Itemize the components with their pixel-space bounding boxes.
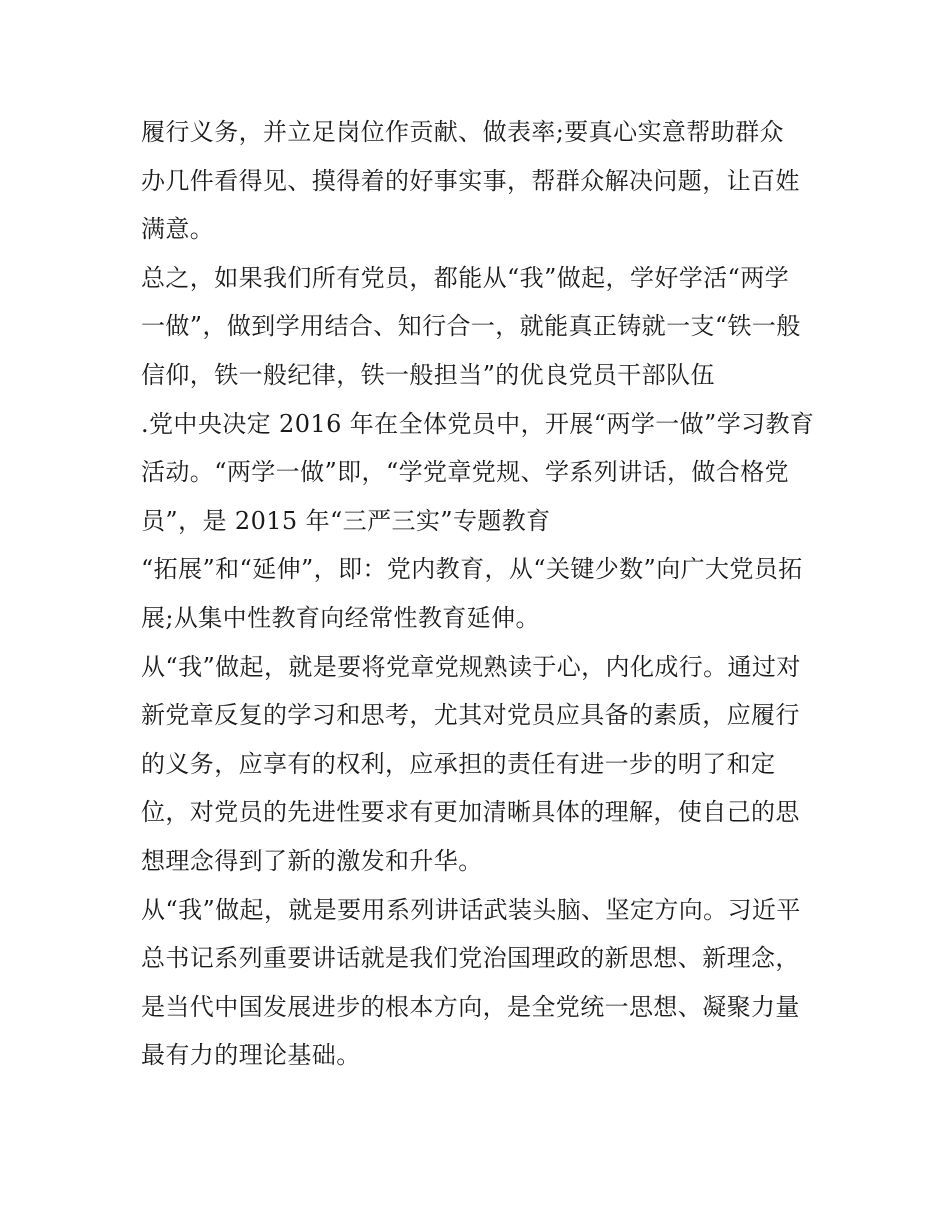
text-line: “拓展”和“延伸”，即：党内教育，从“关键少数”向广大党员拓 — [141, 555, 803, 584]
text-line: 是当代中国发展进步的根本方向，是全党统一思想、凝聚力量 — [141, 992, 800, 1021]
text-line: 信仰，铁一般纪律，铁一般担当”的优良党员干部队伍 — [141, 360, 715, 389]
text-line: 最有力的理论基础。 — [141, 1041, 361, 1070]
body-text — [141, 108, 821, 1080]
text-line: 总书记系列重要讲话就是我们党治国理政的新思想、新理念， — [141, 944, 800, 973]
text-line: 新党章反复的学习和思考，尤其对党员应具备的素质，应履行 — [141, 701, 800, 730]
text-line: .党中央决定 2016 年在全体党员中，开展“两学一做”学习教育 — [141, 409, 815, 438]
text-line: 展;从集中性教育向经常性教育延伸。 — [141, 603, 540, 632]
text-line: 办几件看得见、摸得着的好事实事，帮群众解决问题，让百姓 — [141, 166, 800, 195]
text-line: 从“我”做起，就是要将党章党规熟读于心，内化成行。通过对 — [141, 652, 801, 681]
text-line: 一做”，做到学用结合、知行合一，就能真正铸就一支“铁一般 — [141, 312, 801, 341]
text-line: 位，对党员的先进性要求有更加清晰具体的理解，使自己的思 — [141, 798, 800, 827]
text-line: 履行义务，并立足岗位作贡献、做表率;要真心实意帮助群众 — [141, 118, 784, 146]
text-line: 满意。 — [141, 215, 215, 244]
text-line: 总之，如果我们所有党员，都能从“我”做起，学好学活“两学 — [141, 263, 790, 292]
text-line: 的义务，应享有的权利，应承担的责任有进一步的明了和定 — [141, 749, 776, 778]
text-line: 想理念得到了新的激发和升华。 — [141, 846, 483, 875]
text-line: 从“我”做起，就是要用系列讲话武装头脑、坚定方向。习近平 — [141, 895, 801, 924]
text-line: 员”，是 2015 年“三严三实”专题教育 — [141, 506, 551, 535]
text-line: 活动。“两学一做”即，“学党章党规、学系列讲话，做合格党 — [141, 458, 790, 487]
